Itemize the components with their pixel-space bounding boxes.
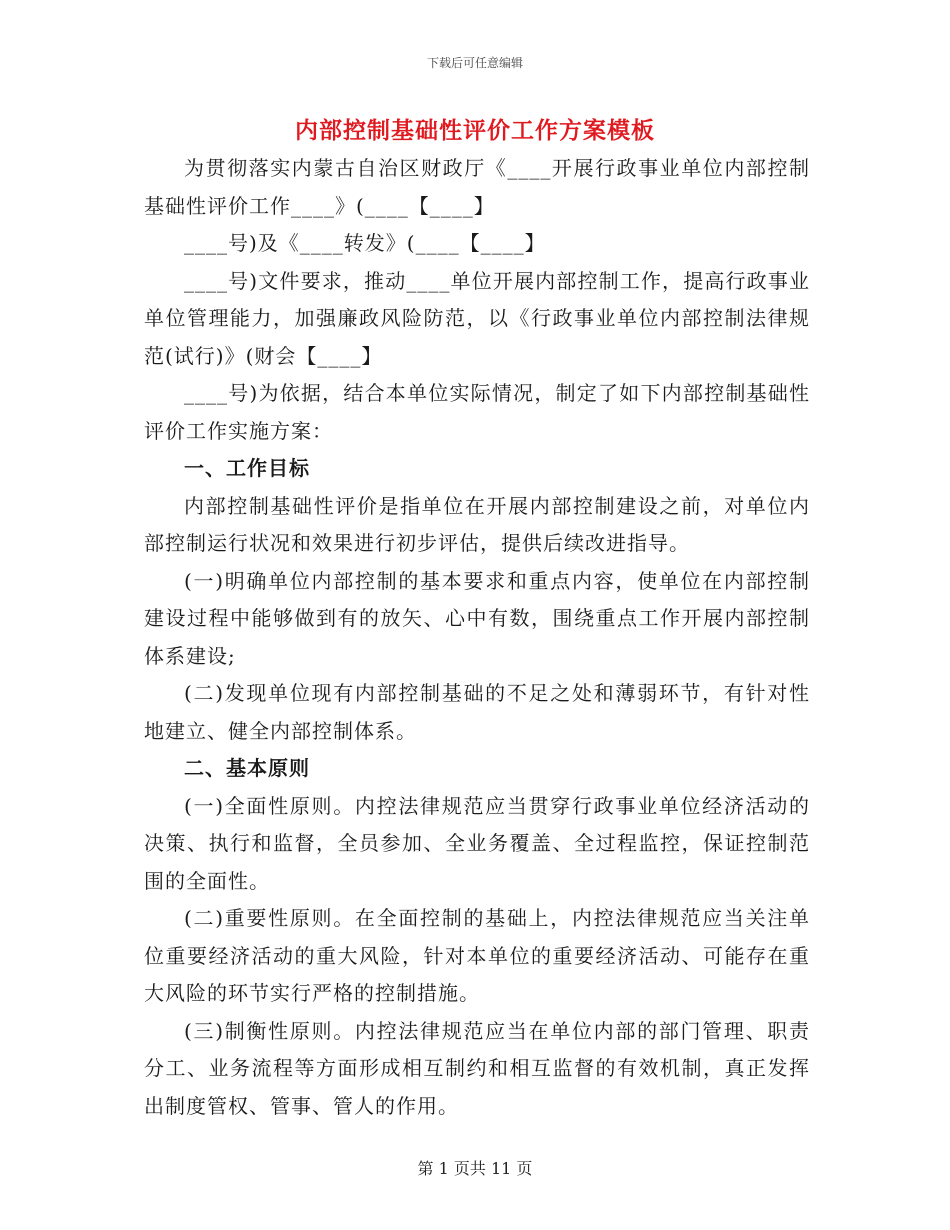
section-heading: 二、基本原则 <box>184 756 310 780</box>
document-title: 内部控制基础性评价工作方案模板 <box>295 117 655 144</box>
paragraph: 为贯彻落实内蒙古自治区财政厅《____开展行政事业单位内部控制基础性评价工作____》(____【____】 <box>144 156 810 218</box>
paragraph: ____号)及《____转发》(____【____】 <box>184 231 546 255</box>
document-body <box>144 150 810 1125</box>
page-footer: 第 1 页共 11 页 <box>417 1159 533 1178</box>
paragraph: (三)制衡性原则。内控法律规范应当在单位内部的部门管理、职责分工、业务流程等方面形成相互制约和相互监督的有效机制，真正发挥出制度管权、管事、管人的作用。 <box>144 1018 810 1118</box>
paragraph: (二)发现单位现有内部控制基础的不足之处和薄弱环节，有针对性地建立、健全内部控制体系。 <box>144 681 810 743</box>
paragraph: (一)全面性原则。内控法律规范应当贯穿行政事业单位经济活动的决策、执行和监督，全员参加、全业务覆盖、全过程监控，保证控制范围的全面性。 <box>144 793 810 893</box>
paragraph: 内部控制基础性评价是指单位在开展内部控制建设之前，对单位内部控制运行状况和效果进行初步评估，提供后续改进指导。 <box>144 493 810 555</box>
paragraph: ____号)为依据，结合本单位实际情况，制定了如下内部控制基础性评价工作实施方案： <box>144 381 810 443</box>
paragraph: (一)明确单位内部控制的基本要求和重点内容，使单位在内部控制建设过程中能够做到有的放矢、心中有数，围绕重点工作开展内部控制体系建设; <box>144 568 810 668</box>
paragraph: ____号)文件要求，推动____单位开展内部控制工作，提高行政事业单位管理能力，加强廉政风险防范，以《行政事业单位内部控制法律规范(试行)》(财会【____】 <box>144 268 810 368</box>
paragraph: (二)重要性原则。在全面控制的基础上，内控法律规范应当关注单位重要经济活动的重大风险，针对本单位的重要经济活动、可能存在重大风险的环节实行严格的控制措施。 <box>144 906 810 1005</box>
header-note: 下载后可任意编辑 <box>426 56 523 70</box>
section-heading: 一、工作目标 <box>184 456 310 480</box>
